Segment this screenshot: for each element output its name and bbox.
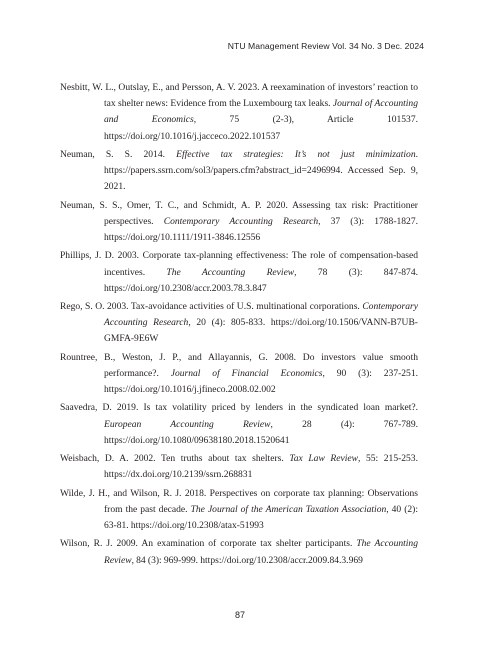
reference-text: Rountree, B., Weston, J. P., and Allayannis, G. 2008. Do investors value smooth performance?. — [60, 351, 418, 379]
reference-details: , 37 (3): 1788-1827. https://doi.org/10.1111/1911-3846.12556 — [104, 215, 418, 244]
reference-text: Weisbach, D. A. 2002. Ten truths about tax shelters. — [60, 453, 290, 465]
reference-text: Neuman, S. S., Omer, T. C., and Schmidt, A. P. 2020. Assessing tax risk: Practitioner perspectives. — [60, 199, 418, 227]
reference-item — [60, 299, 418, 348]
reference-text: Rego, S. O. 2003. Tax-avoidance activities of U.S. multinational corporations. — [60, 301, 363, 313]
reference-item — [60, 451, 418, 483]
reference-text: Neuman, S. S. 2014. — [60, 148, 177, 160]
reference-source: The Accounting Review — [166, 266, 295, 278]
reference-details: , 75 (2-3), Article 101537. https://doi.org/10.1016/j.jacceco.2022.101537 — [104, 114, 418, 142]
reference-text: Phillips, J. D. 2003. Corporate tax-planning effectiveness: The role of compensation-based incentives. — [60, 250, 418, 278]
journal-issue: Vol. 34 No. 3 Dec. 2024 — [332, 41, 424, 51]
reference-text: Wilson, R. J. 2009. An examination of corporate tax shelter participants. — [60, 538, 357, 550]
reference-details: , 84 (3): 969-999. https://doi.org/10.2308/accr.2009.84.3.969 — [131, 554, 363, 566]
reference-details: , 20 (4): 805-833. https://doi.org/10.1506/VANN-B7UB-GMFA-9E6W — [104, 317, 418, 345]
reference-item — [60, 198, 418, 247]
reference-item — [60, 486, 418, 535]
reference-source: European Accounting Review — [104, 418, 271, 430]
reference-details: , 40 (2): 63-81. https://doi.org/10.2308/atax-51993 — [104, 503, 419, 532]
reference-source: The Accounting Review — [104, 538, 418, 566]
reference-item — [60, 147, 418, 196]
reference-source: Tax Law Review — [289, 453, 358, 465]
reference-list — [60, 80, 418, 571]
reference-details: . https://papers.ssrn.com/sol3/papers.cfm?abstract_id=2496994. Accessed Sep. 9, 2021. — [104, 148, 418, 193]
reference-source: Journal of Accounting and Economics — [104, 98, 418, 126]
reference-source: Contemporary Accounting Research — [104, 301, 418, 329]
reference-source: Journal of Financial Economics — [170, 367, 323, 379]
reference-text: Saavedra, D. 2019. Is tax volatility priced by lenders in the syndicated loan market?. — [60, 402, 418, 414]
reference-source: The Journal of the American Taxation Association — [190, 503, 387, 515]
reference-item — [60, 536, 418, 568]
reference-text: Nesbitt, W. L., Outslay, E., and Persson, A. V. 2023. A reexamination of investors’ reaction to tax shelter news: Evidence from the Luxembourg tax leaks. — [60, 82, 418, 110]
reference-item — [60, 350, 418, 399]
reference-item — [60, 400, 418, 449]
reference-text: Wilde, J. H., and Wilson, R. J. 2018. Perspectives on corporate tax planning: Observations from the past decade. — [60, 487, 418, 515]
reference-details: , 28 (4): 767-789. https://doi.org/10.1080/09638180.2018.1520641 — [104, 418, 418, 446]
reference-item — [60, 248, 418, 297]
reference-details: , 55: 215-253. https://dx.doi.org/10.2139/ssrn.268831 — [104, 453, 418, 481]
reference-source: Effective tax strategies: It’s not just minimization — [176, 148, 416, 160]
reference-details: , 90 (3): 237-251. https://doi.org/10.1016/j.jfineco.2008.02.002 — [104, 367, 418, 396]
reference-source: Contemporary Accounting Research — [163, 215, 319, 227]
journal-name: NTU Management Review — [227, 41, 330, 51]
page-number: 87 — [234, 610, 245, 620]
running-header — [228, 41, 424, 51]
reference-details: , 78 (3): 847-874. https://doi.org/10.2308/accr.2003.78.3.847 — [104, 266, 418, 294]
reference-item — [60, 80, 418, 145]
